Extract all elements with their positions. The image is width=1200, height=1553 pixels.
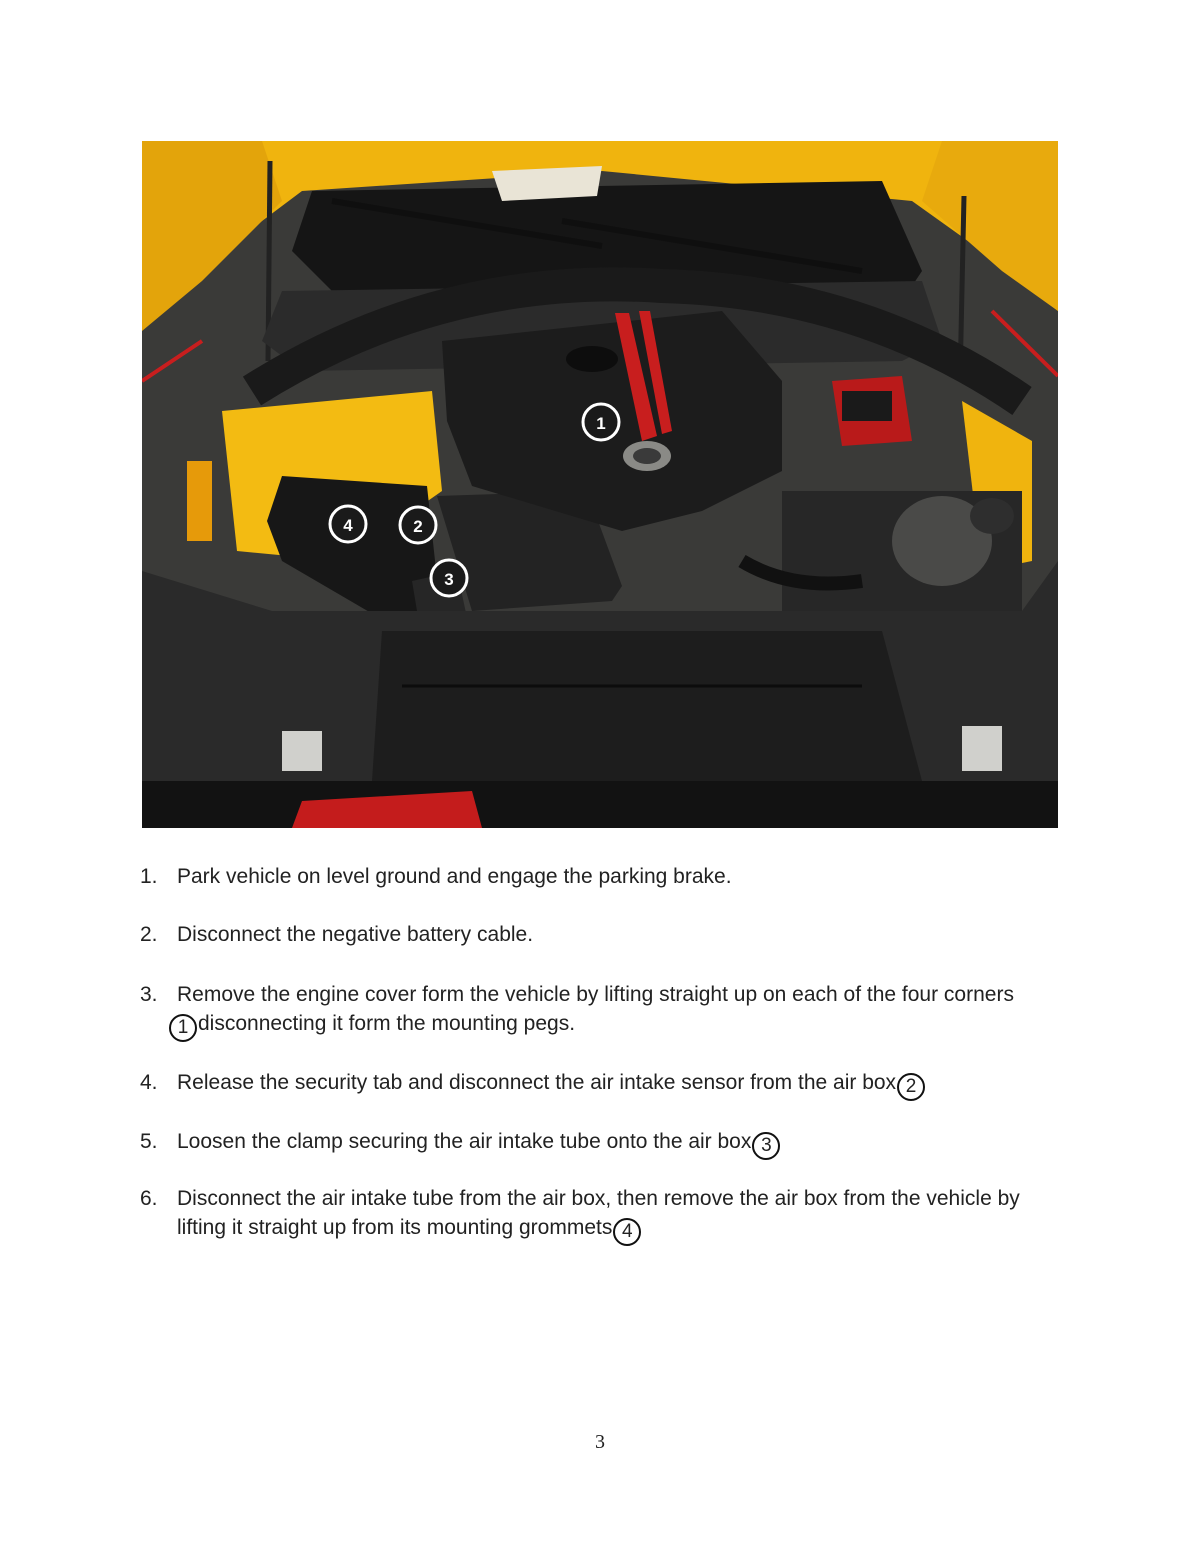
callout-ref-2: 2	[897, 1073, 925, 1101]
callout-1	[583, 404, 619, 440]
engine-bay-photo	[142, 141, 1058, 828]
step-text-line-2: disconnecting it form the mounting pegs.	[198, 1012, 576, 1035]
callout-3	[431, 560, 467, 596]
step-number: 3.	[140, 983, 158, 1006]
callout-4	[330, 506, 366, 542]
svg-text:2: 2	[413, 517, 423, 536]
svg-text:1: 1	[596, 414, 606, 433]
step-number: 5.	[140, 1130, 158, 1153]
callout-ref-4: 4	[613, 1218, 641, 1246]
step-text	[177, 980, 1077, 1042]
step-text: Release the security tab and disconnect the air intake sensor from the air box	[177, 1071, 897, 1094]
step-number: 1.	[140, 865, 158, 888]
step-number: 6.	[140, 1187, 158, 1210]
page-number: 3	[595, 1431, 605, 1453]
callout-ref-1: 1	[169, 1014, 197, 1042]
step-text: Disconnect the negative battery cable.	[177, 923, 534, 946]
callout-ref-3: 3	[752, 1132, 780, 1160]
svg-text:4: 4	[343, 516, 353, 535]
step-text-line-1: Disconnect the air intake tube from the air box, then remove the air box from the vehicle by	[177, 1187, 1020, 1210]
step-text: Loosen the clamp securing the air intake tube onto the air box	[177, 1130, 752, 1153]
callout-2	[400, 507, 436, 543]
svg-text:3: 3	[444, 570, 454, 589]
step-text-line-1: Remove the engine cover form the vehicle by lifting straight up on each of the four corners	[177, 983, 1014, 1006]
step-number: 4.	[140, 1071, 158, 1094]
step-number: 2.	[140, 923, 158, 946]
step-text-line-2: lifting it straight up from its mounting grommets	[177, 1216, 613, 1239]
step-text: Park vehicle on level ground and engage the parking brake.	[177, 865, 732, 888]
